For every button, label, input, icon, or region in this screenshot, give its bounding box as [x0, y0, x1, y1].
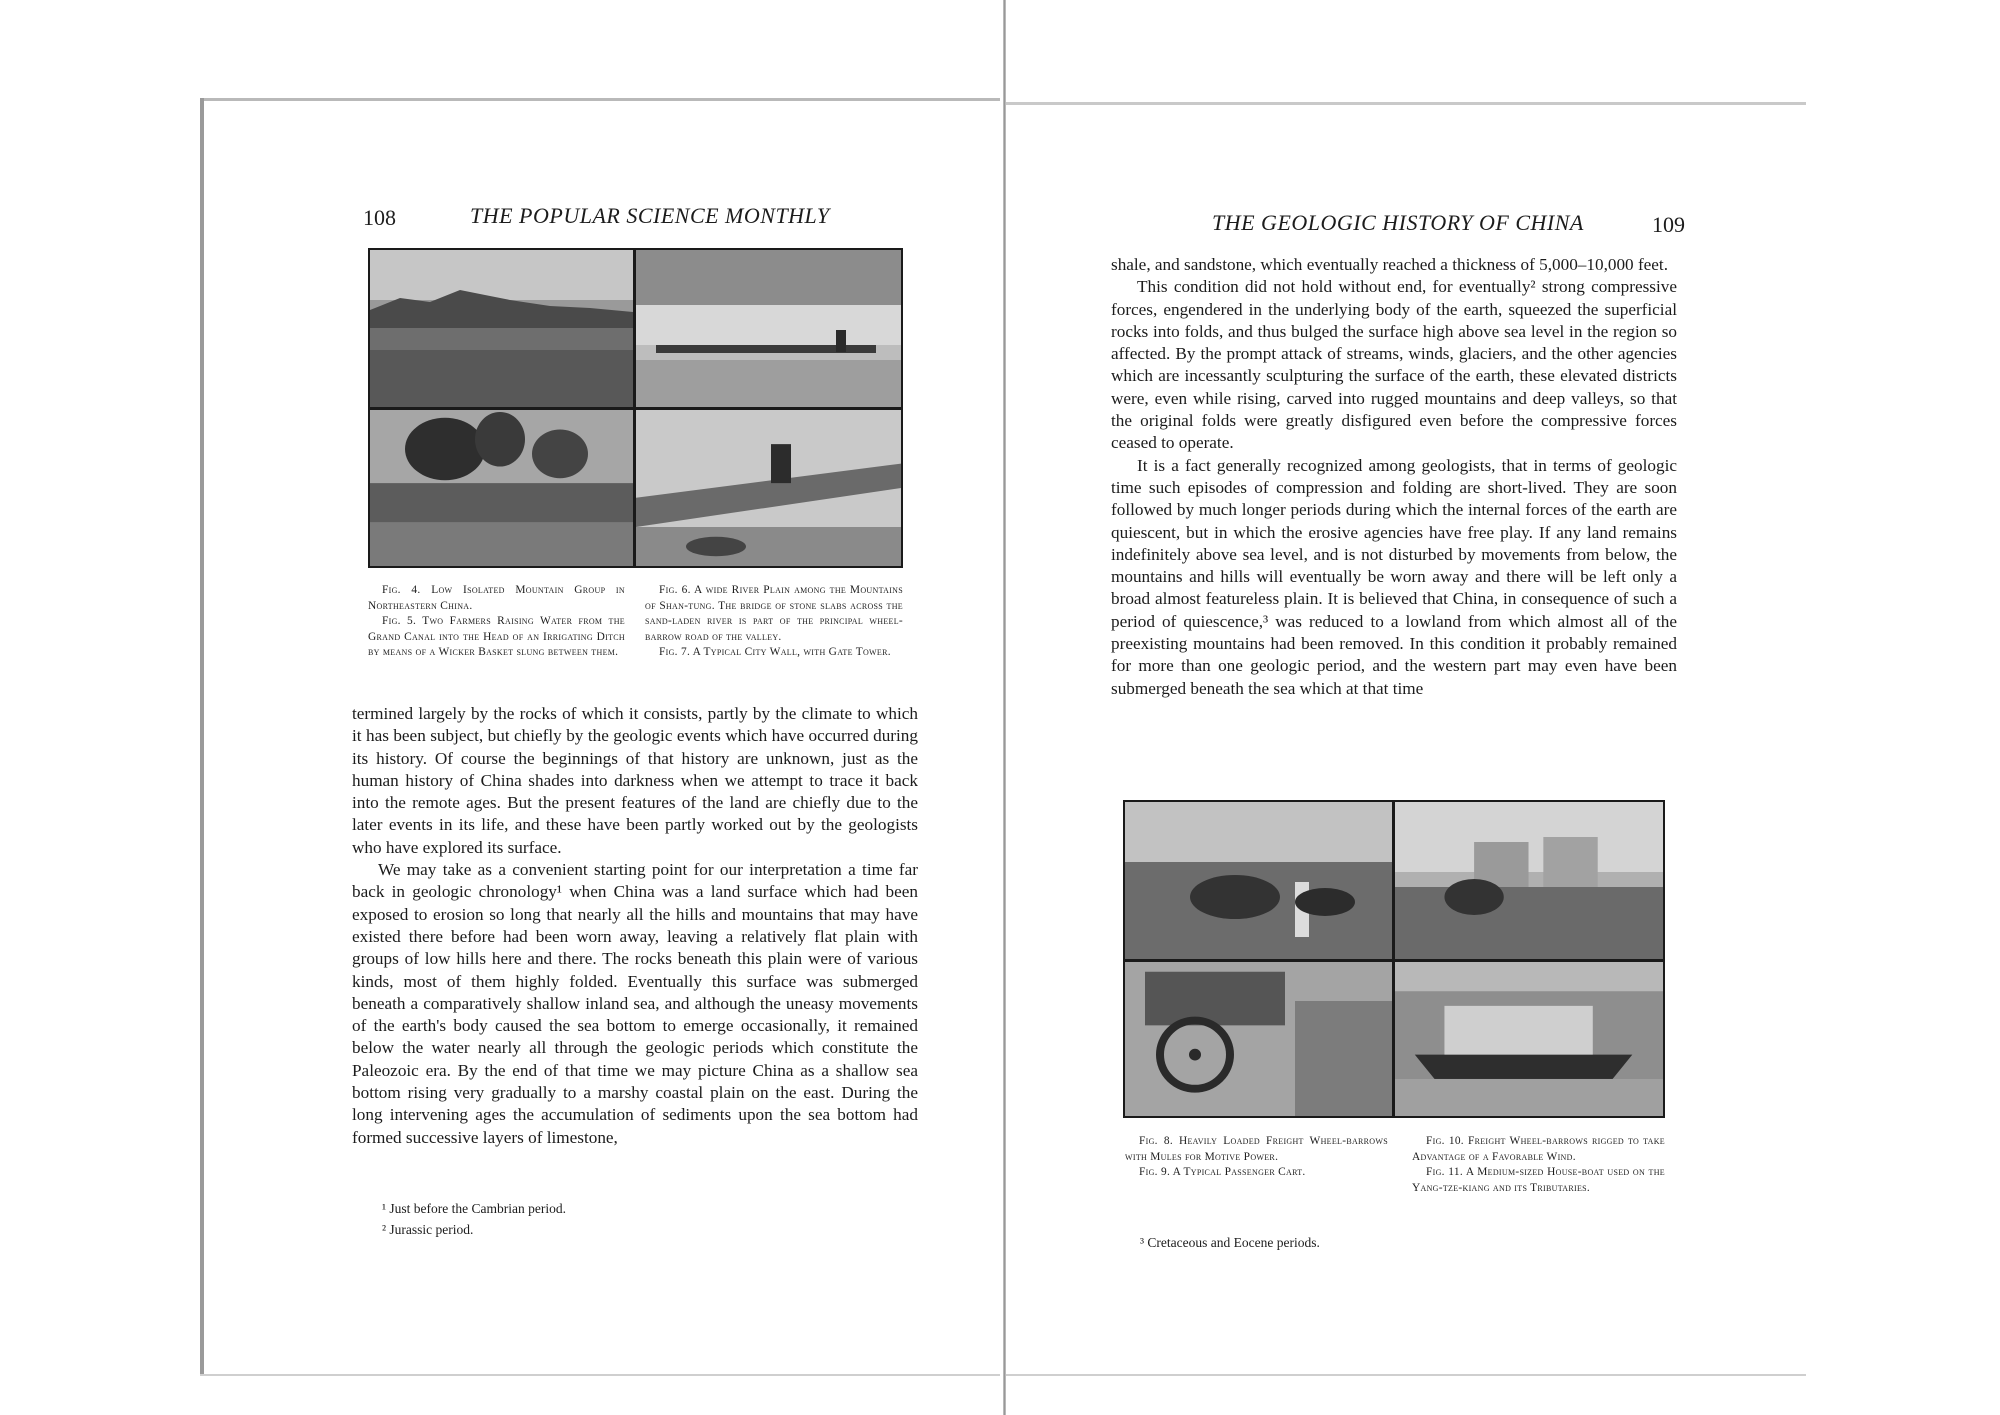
footnote-1: ¹ Just before the Cambrian period.: [382, 1201, 566, 1216]
caption-fig8: Fig. 8. Heavily Loaded Freight Wheel-barrows with Mules for Motive Power.: [1125, 1135, 1388, 1163]
caption-fig11: Fig. 11. A Medium-sized House-boat used on the Yang-tze-kiang and its Tributaries.: [1412, 1166, 1665, 1194]
left-page-left-edge: [200, 98, 204, 1376]
left-paragraph-2: We may take as a convenient starting point for our interpretation a time far back in geologic chronology¹ when China was a land surface which had been exposed to erosion so long that nearly all the hills and mountains that may have existed there before had been worn away, leaving a relatively flat plain with groups of low hills here and there. The rocks beneath this plain were of various kinds, most of them highly folded. Eventually this surface was submerged beneath a comparatively shallow inland sea, and although the uneasy movements of the earth's body caused the sea bottom to emerge occasionally, it remained below the water nearly all through the geologic periods which constitute the Paleozoic era. By the end of that time we may picture China as a shallow sea bottom rising very gradually to a marshy coastal plain on the east. During the long intervening ages the accumulation of sediments upon the sea bottom had formed successive layers of limestone,: [352, 860, 918, 1147]
caption-fig10: Fig. 10. Freight Wheel-barrows rigged to take Advantage of a Favorable Wind.: [1412, 1135, 1665, 1163]
right-paragraph-3: It is a fact generally recognized among geologists, that in terms of geologic time such episodes of compression and folding are short-lived. They are soon followed by much longer periods during which the internal forces of the earth are quiescent, but in which the erosive agencies have free play. If any land remains indefinitely above sea level, and is not disturbed by movements from below, the mountains and hills will eventually be worn away and there will be left only a broad almost featureless plain. It is believed that China, in consequence of such a period of quiescence,³ was reduced to a lowland from which almost all of the preexisting mountains had been removed. In this condition it probably remained for more than one geologic period, and the western part may even have been submerged beneath the sea which at that time: [1111, 455, 1677, 698]
footnote-2: ² Jurassic period.: [382, 1222, 474, 1237]
left-footnotes: [382, 1198, 566, 1240]
photo-fig7-city-wall: [636, 410, 901, 566]
caption-fig6: Fig. 6. A wide River Plain among the Mountains of Shan-tung. The bridge of stone slabs across the sand-laden river is part of the principal wheel-barrow road of the valley.: [645, 584, 903, 643]
right-paragraph-2: This condition did not hold without end, for eventually² strong compressive forces, engendered in the underlying body of the earth, squeezed the superficial rocks into folds, and thus bulged the surface high above sea level in the region so affected. By the prompt attack of streams, winds, glaciers, and the other agencies which are incessantly sculpturing the surface of the earth, these elevated districts were, even while rising, carved into rugged mountains and deep valleys, so that the original folds were greatly disfigured even before the compressive forces ceased to operate.: [1111, 277, 1677, 453]
right-running-head: THE GEOLOGIC HISTORY OF CHINA: [1212, 210, 1584, 235]
caption-fig9: Fig. 9. A Typical Passenger Cart.: [1139, 1166, 1306, 1178]
right-figure-plate: [1123, 800, 1665, 1118]
right-captions-col1: [1125, 1134, 1388, 1181]
caption-fig7: Fig. 7. A Typical City Wall, with Gate Tower.: [659, 646, 891, 658]
book-gutter: [1003, 0, 1006, 1415]
left-captions-col2: [645, 583, 903, 661]
caption-fig4: Fig. 4. Low Isolated Mountain Group in Northeastern China.: [368, 584, 625, 612]
right-page-number: 109: [1652, 212, 1685, 237]
photo-fig8-wheelbarrows-mules: [1125, 802, 1392, 959]
right-captions-col2: [1412, 1134, 1665, 1196]
right-body-text: [1111, 254, 1677, 700]
photo-fig10-sail-wheelbarrows: [1395, 802, 1663, 959]
photo-fig4-mountain: [370, 250, 633, 407]
right-page-bottom-edge: [1006, 1374, 1806, 1376]
photo-fig11-houseboat: [1395, 962, 1663, 1116]
left-body-text: [352, 703, 918, 1149]
left-captions-col1: [368, 583, 625, 661]
photo-fig5-farmers-irrigating: [370, 410, 633, 566]
right-page-top-edge: [1006, 102, 1806, 105]
caption-fig5: Fig. 5. Two Farmers Raising Water from the Grand Canal into the Head of an Irrigating Ditch by means of a Wicker Basket slung between them.: [368, 615, 625, 658]
photo-fig6-river-plain: [636, 250, 901, 407]
right-paragraph-1: shale, and sandstone, which eventually reached a thickness of 5,000–10,000 feet.: [1111, 255, 1668, 274]
right-footnotes: [1140, 1232, 1320, 1253]
left-running-head: THE POPULAR SCIENCE MONTHLY: [470, 203, 830, 228]
left-page-number: 108: [363, 205, 396, 230]
footnote-3: ³ Cretaceous and Eocene periods.: [1140, 1235, 1320, 1250]
left-page-top-edge: [200, 98, 1000, 101]
left-figure-plate: [368, 248, 903, 568]
left-paragraph-1: termined largely by the rocks of which it consists, partly by the climate to which it has been subject, but chiefly by the geologic events which have occurred during its history. Of course the beginnings of that history are unknown, just as the human history of China shades into darkness when we attempt to trace it back into the remote ages. But the present features of the land are chiefly due to the later events in its life, and these have been partly worked out by the geologists who have explored its surface.: [352, 704, 918, 857]
left-page-bottom-edge: [200, 1374, 1000, 1376]
photo-fig9-passenger-cart: [1125, 962, 1392, 1116]
